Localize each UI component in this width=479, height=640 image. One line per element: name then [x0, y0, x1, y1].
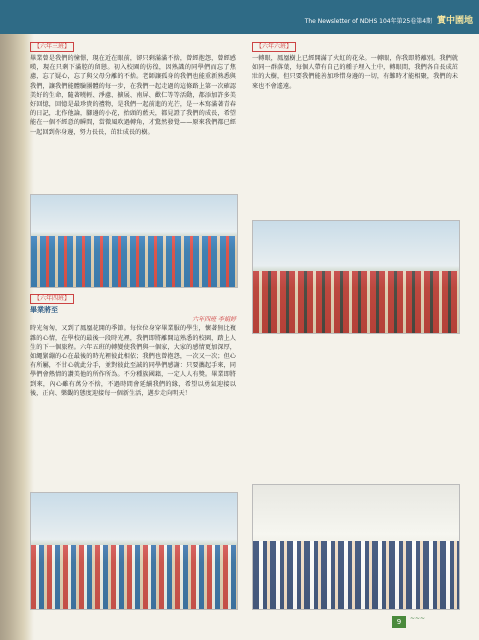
students-group — [31, 236, 237, 287]
left-column-bottom — [30, 294, 236, 398]
students-group — [253, 541, 459, 609]
students-group — [31, 545, 237, 609]
class-photo — [30, 492, 238, 610]
class-photo — [252, 220, 460, 334]
newsletter-name: The Newsletter of NDHS 104年第25卷第4期 — [304, 18, 433, 25]
newsletter-logo: ~~~ — [410, 615, 426, 622]
page-header — [0, 0, 479, 34]
class-tag: 【六年六班】 — [252, 42, 296, 52]
right-column-top — [252, 42, 458, 91]
students-group — [253, 271, 459, 333]
author: 六年四班 李娟婷 — [192, 316, 236, 324]
class-photo — [252, 484, 460, 610]
article-text: 畢業曾是我們的憧憬，現在近在眼前，卻只剩滿滿不捨，曾經抱怨，曾經感嘆，現在只剩下滿腔的留戀。初入校園的彷徨，因熟識的同學們而忘了焦慮，忘了疑心，忘了與父母分離的不捨。老師讓孤身的我們也能重新熟悉與我們，讓我們能體驗團體的每一步，在我們一起走過的這條路上第一次確認美好的生命，隨著曉輕、淨慮、擴展、南屏、歡仁等等活動，都添加許多美好回憶，回憶是最珍貴的禮物，是我們一起前進的光芒，是一本寫滿著青春的日記，北作他論，腳邊的小花，抬頭的藍天，都見證了我們的成長，希望能在一個不經意的瞬間，當微風吹過轉角，才驚然發覺——原來我們都已經一起回到你身邊，努力長長，茁壯成長的樹。 — [30, 55, 236, 136]
article-text: 時光匆匆，又到了鳳凰花開的季節。每位位身穿畢業服的學生，懷著無比複雜的心情，在學校的最後一段時光裡，我們即將離開這熟悉的校園，踏上人生的下一個旅程。六年五班的轉變使我們與一個家，大家的感情更加深厚，如繩緊繃的心在最後的時光裡彼此相依；我們也曾抱怨，一次又一次；但心有所屬，不甘心就此分手，並對彼此至誠的同學們感謝：只要攜起手來，同學們會熱情的讚美他的所作所為。不分種族國籍，一定人人有獎。畢業即將到來，內心雖有萬分不捨，不過時間會延續我們的緣，希望以勇氣迎接以後，正向、樂觀的態度迎接每一個新生活，邁步走向明天！ — [30, 325, 236, 397]
tree-decoration — [0, 0, 34, 640]
article-text: 一轉眼，鳳凰樹上已經開滿了火紅的花朵。一轉眼，你我即將離別。我們就如同一群落葉，每個人帶有自己的種子埋入土中，轉眼間，我們各自長成茁壯的大樹，但只要我們能善加珍惜身邊的一切，有難時才能相聚，我們的未來也不會遙遠。 — [252, 55, 458, 90]
section-title: 實中園地 — [436, 16, 473, 26]
class-tag: 【六年三班】 — [30, 42, 74, 52]
class-photo — [30, 194, 238, 288]
class-tag: 【六年四班】 — [30, 294, 74, 304]
article-title: 畢業將至 — [30, 306, 58, 314]
page-number: 9 — [392, 616, 406, 628]
header-text — [305, 13, 473, 26]
left-column-top — [30, 42, 236, 137]
